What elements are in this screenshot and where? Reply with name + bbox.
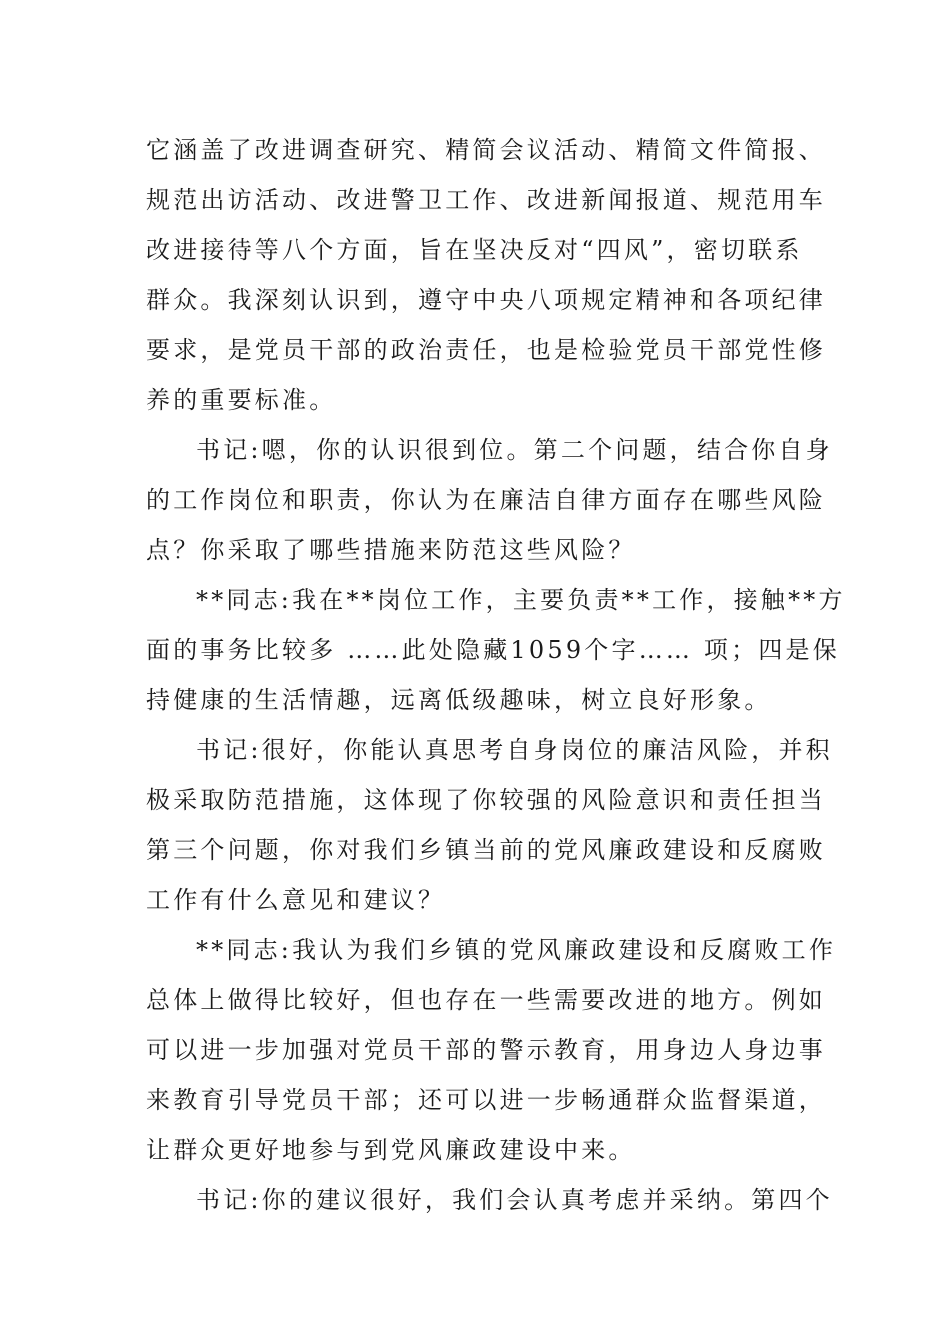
text-line: 养的重要标准。 [146, 386, 337, 414]
text-line: 持健康的生活情趣，远离低级趣味，树立良好形象。 [146, 686, 772, 714]
text-line: 极采取防范措施，这体现了你较强的风险意识和责任担当 [146, 786, 826, 814]
text-line: 让群众更好地参与到党风廉政建设中来。 [146, 1136, 636, 1164]
text-line: 要求，是党员干部的政治责任，也是检验党员干部党性修 [146, 336, 826, 364]
text-line: 它涵盖了改进调查研究、精简会议活动、精简文件简报、 [146, 136, 826, 164]
document-body [146, 125, 846, 1225]
text-line: 改进接待等八个方面，旨在坚决反对“四风”，密切联系 [146, 236, 803, 264]
text-line: 点？你采取了哪些措施来防范这些风险？ [146, 536, 636, 564]
paragraph-start-line: 书记:很好，你能认真思考自身岗位的廉洁风险，并积 [196, 736, 833, 764]
paragraph-start-line: **同志:我认为我们乡镇的党风廉政建设和反腐败工作 [196, 936, 837, 964]
text-line: 群众。我深刻认识到，遵守中央八项规定精神和各项纪律 [146, 286, 826, 314]
text-line: 来教育引导党员干部；还可以进一步畅通群众监督渠道， [146, 1086, 826, 1114]
hidden-content-line: 面的事务比较多 ……此处隐藏1059个字…… 项；四是保 [146, 636, 840, 664]
text-line: 总体上做得比较好，但也存在一些需要改进的地方。例如 [146, 986, 826, 1014]
text-line: 规范出访活动、改进警卫工作、改进新闻报道、规范用车 [146, 186, 826, 214]
paragraph-start-line: 书记:嗯，你的认识很到位。第二个问题，结合你自身 [196, 436, 833, 464]
text-line: 的工作岗位和职责，你认为在廉洁自律方面存在哪些风险 [146, 486, 826, 514]
text-line: 第三个问题，你对我们乡镇当前的党风廉政建设和反腐败 [146, 836, 826, 864]
paragraph-start-line: **同志:我在**岗位工作，主要负责**工作，接触**方 [196, 586, 846, 614]
text-line: 可以进一步加强对党员干部的警示教育，用身边人身边事 [146, 1036, 826, 1064]
text-line: 工作有什么意见和建议？ [146, 886, 446, 914]
paragraph-start-line: 书记:你的建议很好，我们会认真考虑并采纳。第四个 [196, 1186, 833, 1214]
